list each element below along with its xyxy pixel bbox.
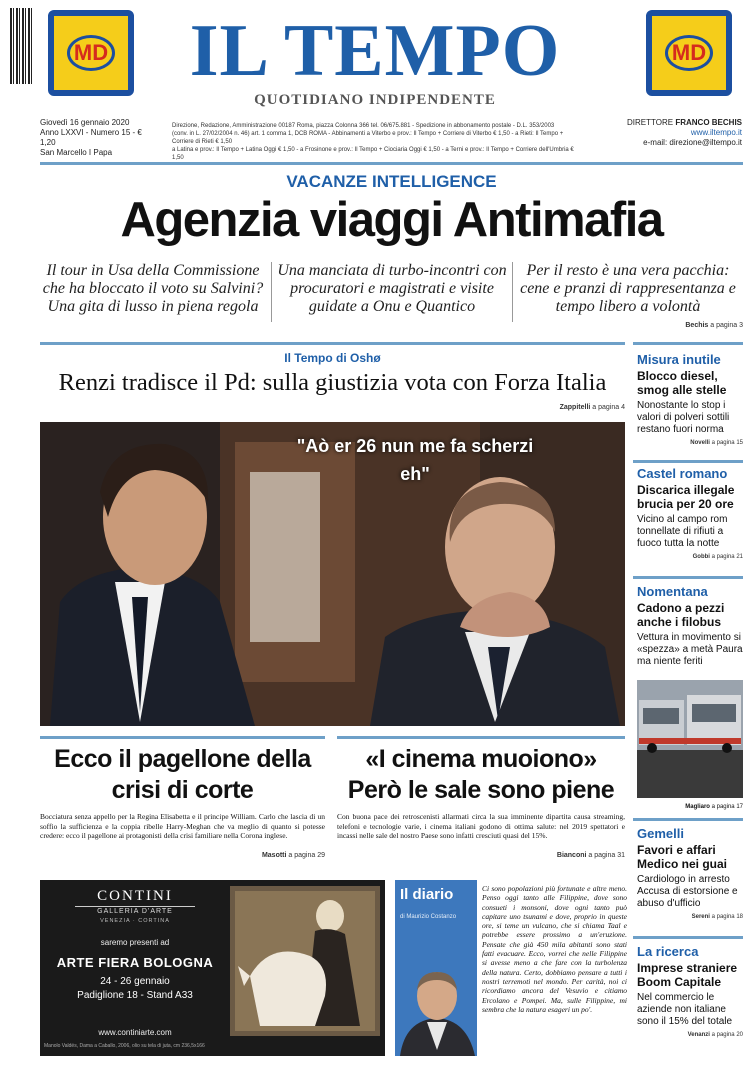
left-story-rule <box>40 736 325 739</box>
ad-sub2: VENEZIA · CORTINA <box>100 918 170 924</box>
ad-dates: 24 - 26 gennaio <box>100 976 170 987</box>
right-story-headline[interactable]: «I cinema muoiono» Però le sale sono piene <box>347 745 615 804</box>
photo-quote: "Aò er 26 nun me fa scherzi eh" <box>296 436 534 484</box>
lead-deck-2: Una manciata di turbo-incontri con procuratori e magistrati e visite guidate a Onu e Quantico <box>277 262 507 315</box>
ad-credit: Manolo Valdés, Dama a Caballo, 2006, olio su tela di juta, cm 236,5x166 <box>44 1043 205 1049</box>
sidebar-ref: Venanzi a pagina 20 <box>687 1032 743 1038</box>
ad-stand: Padiglione 18 - Stand A33 <box>77 990 193 1001</box>
md-logo-right: MD <box>665 35 713 71</box>
publisher-info-1: Direzione, Redazione, Amministrazione 00187 Roma, piazza Colonna 366 tel. 06/675.881 - Spedizione in abbonamento postale - D.L. 353/2003 <box>172 123 555 129</box>
director-name: FRANCO BECHIS <box>675 118 742 127</box>
publisher-info <box>172 122 584 162</box>
sidebar-kicker: La ricerca <box>637 944 699 959</box>
filobus-photo <box>637 680 743 798</box>
sidebar-item-discarica[interactable] <box>637 466 743 560</box>
sidebar-kicker: Gemelli <box>637 826 684 841</box>
second-headline[interactable]: Renzi tradisce il Pd: sulla giustizia vota con Forza Italia <box>58 369 607 396</box>
sidebar-body: Nel commercio le aziende non italiane sono il 15% del totale <box>637 992 733 1027</box>
publisher-info-3: a Latina e prov.: Il Tempo + Latina Oggi € 1,50 - a Frosinone e prov.: Il Tempo + Ciociaria Oggi € 1,50 - a Terni e prov.: Il Tempo + Corriere dell'Umbria € 1,50 <box>172 147 574 161</box>
sidebar-title: Favori e affari Medico nei guai <box>637 843 728 871</box>
sidebar-ref: Sereni a pagina 18 <box>691 914 743 920</box>
deck-divider-1 <box>271 262 272 322</box>
barcode <box>10 8 32 84</box>
contini-ad[interactable] <box>40 880 385 1056</box>
sidebar-rule-1 <box>633 342 743 345</box>
sidebar-title: Blocco diesel, smog alle stelle <box>637 369 727 397</box>
sidebar-rule-4 <box>633 818 743 821</box>
ad-brand: CONTINI <box>97 888 173 904</box>
ad-divider <box>75 906 195 907</box>
md-logo-left: MD <box>67 35 115 71</box>
renzi-photo[interactable] <box>40 422 625 726</box>
sidebar-item-filobus[interactable] <box>637 584 743 668</box>
sidebar-item-gemelli[interactable] <box>637 826 743 920</box>
sidebar-body: Cardiologo in arresto Accusa di estorsione e abuso d'ufficio <box>637 874 738 909</box>
issue-saint: San Marcello I Papa <box>40 148 113 157</box>
ad-url[interactable]: www.continiarte.com <box>98 1028 172 1037</box>
diario-body: Ci sono popolazioni più fortunate e altre meno. Penso oggi tanto alle Filippine, dove sono consueti i monsoni, dove ogni tanto può capitare uno tsunami e dove, proprio in queste ore, si teme un vulcano, che si chiama Taal e potrebbe essere prossimo a un'eruzione. Pensate che già 450 mila abitanti sono stati fatti evacuare. Ecco, vorrei che nelle Filippine si avesse meno a che fare con la turbolenza della natura. Certo, dobbiamo pensare a tutti i nostri terremoti nel mondo. Per carità, noi ci ricordiamo ancora del Vesuvio e citiamo Ercolano e Pompei. Ma, sulle Filippine, mi sembra che la natura esageri un po'. <box>482 884 627 1014</box>
left-story-headline[interactable]: Ecco il pagellone della crisi di corte <box>54 745 311 804</box>
issue-date: Giovedì 16 gennaio 2020 <box>40 118 130 127</box>
issue-info <box>40 118 152 158</box>
second-rule <box>40 342 625 345</box>
left-story-body: Bocciatura senza appello per la Regina Elisabetta e il principe William. Carlo che lascia di un soffio la sufficienza e la coppia ribelle Harry-Meghan che va meglio di quanto si potesse credere: ecco il pagellone ai protagonisti della crisi familiare nella Corona inglese. <box>40 812 325 840</box>
website-link[interactable]: www.iltempo.it <box>690 128 742 137</box>
sidebar-item-smog[interactable] <box>637 352 743 446</box>
issue-number: Anno LXXVI - Numero 15 - € 1,20 <box>40 128 142 147</box>
second-byline: Zappitelli a pagina 4 <box>559 404 625 411</box>
lead-deck-1: Il tour in Usa della Commissione che ha bloccato il voto su Salvini? Una gita di lusso in piena regola <box>42 262 264 315</box>
ad-painting <box>230 886 380 1036</box>
sidebar-body: Vettura in movimento si «spezza» a metà Paura ma niente feriti <box>637 632 743 667</box>
lead-byline: Bechis a pagina 3 <box>685 322 743 329</box>
right-story-body: Con buona pace dei retroscenisti allarmati circa la sua imminente dipartita causa streaming, telefoni e tecnologie varie, i cinema italiani godono di ottima salute: nel 2019 spettatori e incassi nelle sale del nostro Paese sono infatti cresciuti quasi del 15%. <box>337 812 625 840</box>
sidebar-ref: Gobbi a pagina 21 <box>692 554 743 560</box>
ad-line1: saremo presenti ad <box>100 938 170 947</box>
second-kicker: Il Tempo di Oshø <box>284 351 381 365</box>
sidebar-ref: Novelli a pagina 15 <box>690 440 743 446</box>
masthead-rule <box>40 162 743 165</box>
costanzo-photo <box>395 960 477 1056</box>
sidebar-title: Imprese straniere Boom Capitale <box>637 961 738 989</box>
right-story-byline: Bianconi a pagina 31 <box>556 852 625 859</box>
sidebar-body: Vicino al campo rom tonnellate di rifiuti a fuoco tutta la notte <box>637 514 728 549</box>
ad-event: ARTE FIERA BOLOGNA <box>56 955 214 970</box>
email-link[interactable]: e-mail: direzione@iltempo.it <box>643 138 742 147</box>
lead-headline[interactable]: Agenzia viaggi Antimafia <box>120 193 663 247</box>
sidebar-rule-5 <box>633 936 743 939</box>
sidebar-kicker: Misura inutile <box>637 352 721 367</box>
publisher-info-2: (conv. in L. 27/02/2004 n. 46) art. 1 comma 1, DCB ROMA - Abbinamenti a Viterbo e prov.: Il Tempo + Corriere di Viterbo € 1,50 - a Rieti: Il Tempo + Corriere di Rieti € 1,50 <box>172 131 564 145</box>
sidebar-rule-3 <box>633 576 743 579</box>
diario-author: di Maurizio Costanzo <box>400 914 457 920</box>
sidebar-rule-2 <box>633 460 743 463</box>
sidebar-item-ricerca[interactable] <box>637 944 743 1038</box>
sidebar-ref-filobus: Magliaro a pagina 17 <box>685 804 743 810</box>
masthead-tagline: QUOTIDIANO INDIPENDENTE <box>254 92 496 108</box>
diario-panel <box>395 880 477 1056</box>
sidebar-kicker: Nomentana <box>637 584 708 599</box>
left-story-byline: Masotti a pagina 29 <box>261 852 325 859</box>
sidebar-title: Cadono a pezzi anche i filobus <box>637 601 725 629</box>
lead-deck-3: Per il resto è una vera pacchia: cene e pranzi di rappresentanza e tempo libero a volontà <box>520 262 736 315</box>
sidebar-body: Nonostante lo stop i valori di polveri sottili restano fuori norma <box>637 400 730 435</box>
director-info <box>600 118 742 148</box>
right-story-rule <box>337 736 625 739</box>
lead-kicker: VACANZE INTELLIGENCE <box>286 172 497 191</box>
md-ad-left[interactable] <box>48 10 134 96</box>
diario-title[interactable]: Il diario <box>400 886 454 903</box>
sidebar-kicker: Castel romano <box>637 466 728 481</box>
director-label: DIRETTORE <box>627 118 674 127</box>
masthead-logo[interactable]: IL TEMPO <box>189 10 561 92</box>
md-ad-right[interactable] <box>646 10 732 96</box>
ad-sub1: GALLERIA D'ARTE <box>97 908 173 915</box>
sidebar-title: Discarica illegale brucia per 20 ore <box>637 483 735 511</box>
